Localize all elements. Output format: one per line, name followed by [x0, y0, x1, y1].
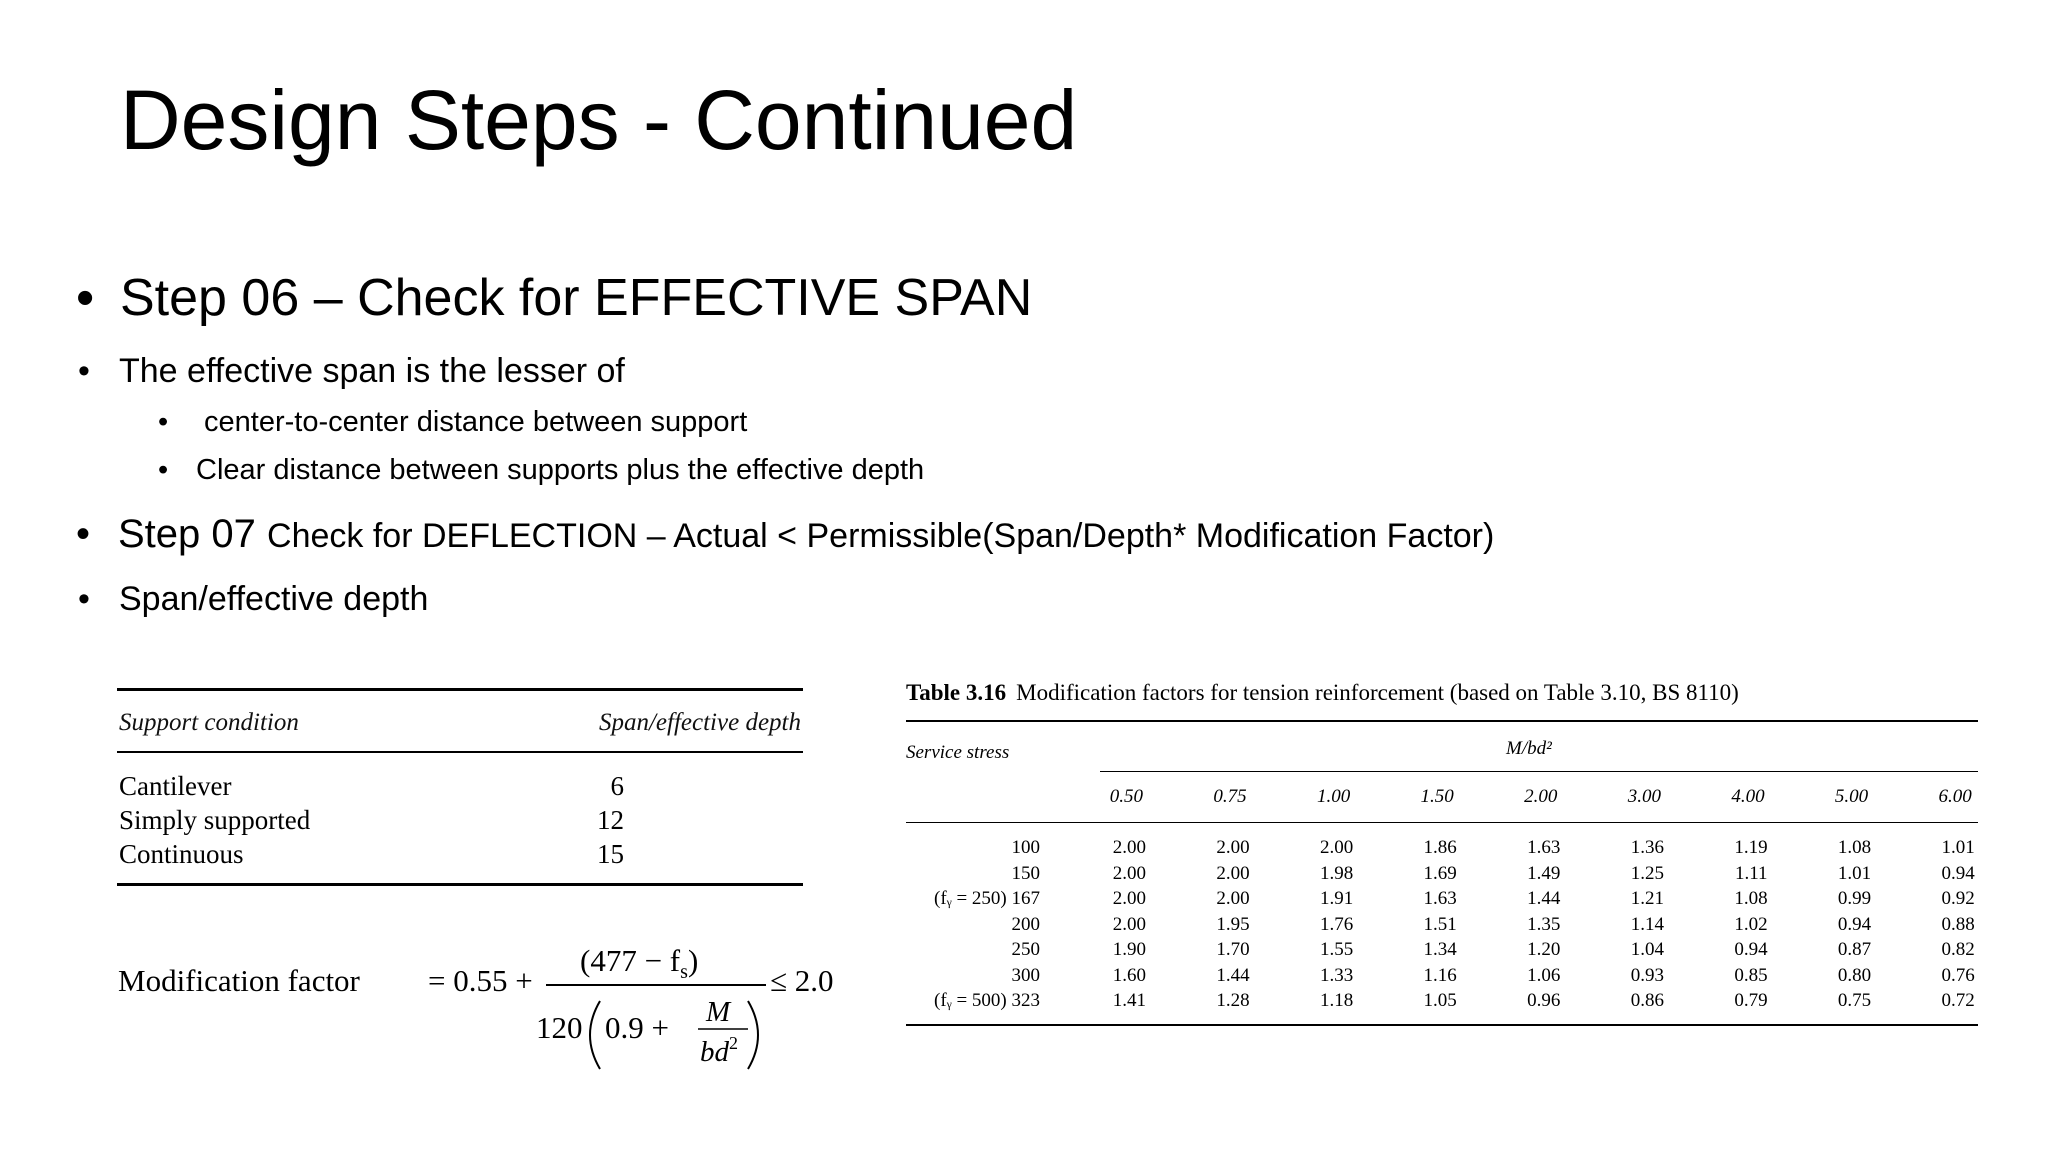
modification-factor-table	[906, 680, 1978, 1026]
column-header: 1.00	[1316, 786, 1351, 807]
modification-factor-cell: 0.99	[1837, 888, 1872, 909]
modification-factor-cell: 1.25	[1630, 862, 1664, 884]
modification-factor-cell: 1.11	[1735, 862, 1768, 884]
table-rule-bottom	[906, 1024, 1978, 1026]
modification-factor-formula	[118, 945, 858, 1085]
modification-factor-cell: 1.60	[1112, 964, 1146, 986]
modification-factor-cell: 1.28	[1216, 990, 1250, 1011]
modification-factor-cell: 2.00	[1319, 837, 1354, 858]
modification-factor-cell: 1.91	[1319, 888, 1354, 909]
formula-frac-den: $bd^2$	[700, 1033, 738, 1068]
table-row	[906, 886, 1978, 912]
bullet-dot: •	[78, 580, 90, 618]
table-body	[117, 753, 803, 883]
modification-factor-cell: 2.00	[1216, 888, 1250, 909]
service-stress-cell	[906, 835, 1044, 861]
table-row	[906, 861, 1978, 887]
modification-factor-cell: 0.75	[1837, 990, 1872, 1011]
modification-factor-cell: 1.63	[1527, 837, 1561, 858]
bullet-lead: Step 07	[118, 512, 256, 556]
formula-den-inner: 0.9 +	[605, 1010, 669, 1045]
header-support-condition: Support condition	[119, 709, 299, 736]
modification-factor-cell: 1.35	[1527, 913, 1561, 935]
modification-factor-cell: 1.02	[1734, 913, 1768, 935]
modification-factor-cell: 0.82	[1941, 939, 1975, 960]
stress-value: 323	[1011, 990, 1040, 1011]
formula-label: Modification factor	[118, 963, 360, 998]
modification-factor-cell: 1.86	[1423, 837, 1457, 858]
modification-factor-cell: 1.16	[1423, 964, 1457, 986]
header-sub-rule	[1100, 771, 1978, 772]
sub-bullet-clear-distance	[158, 454, 924, 487]
formula-limit: ≤ 2.0	[770, 963, 834, 998]
right-paren	[748, 1001, 758, 1069]
column-header: 0.50	[1109, 786, 1143, 807]
support-condition-cell: Cantilever	[119, 771, 232, 801]
caption-label: Table 3.16	[906, 680, 1007, 705]
bullet-step-06	[76, 268, 1032, 328]
modification-factor-cell: 1.49	[1527, 862, 1561, 884]
modification-factor-cell: 1.44	[1527, 888, 1561, 909]
modification-factor-cell: 1.33	[1319, 964, 1354, 986]
table-header-group	[906, 722, 1978, 772]
modification-factor-cell: 0.88	[1941, 913, 1975, 935]
header-span-depth: Span/effective depth	[598, 709, 801, 736]
bullet-text: Span/effective depth	[119, 580, 429, 618]
table-body	[906, 823, 1978, 1024]
stress-value: 250	[1011, 939, 1040, 960]
modification-factor-cell: 2.00	[1112, 862, 1146, 884]
modification-factor-cell: 1.55	[1319, 939, 1354, 960]
column-header: 5.00	[1834, 786, 1869, 807]
modification-factor-cell: 0.85	[1734, 964, 1768, 986]
bullet-dot: •	[158, 454, 169, 486]
modification-factor-cell: 0.92	[1941, 888, 1975, 909]
service-stress-cell	[906, 937, 1044, 963]
modification-factor-cell: 1.20	[1527, 939, 1561, 960]
support-condition-cell: Simply supported	[119, 805, 311, 835]
span-depth-cell: 15	[597, 839, 624, 869]
modification-factor-cell: 2.00	[1112, 888, 1146, 909]
formula-numerator: $(477 - f_s)$	[580, 943, 699, 983]
formula-equals: = 0.55 +	[428, 963, 533, 998]
column-header: 3.00	[1627, 786, 1661, 807]
service-stress-cell	[906, 912, 1044, 938]
modification-factor-cell: 1.14	[1630, 913, 1664, 935]
bullet-dot: •	[158, 406, 169, 438]
bullet-effective-span	[78, 352, 625, 391]
modification-factor-cell: 0.94	[1837, 913, 1872, 935]
modification-factor-cell: 1.06	[1527, 964, 1561, 986]
modification-factor-cell: 2.00	[1112, 913, 1146, 935]
bullet-text: The effective span is the lesser of	[119, 352, 625, 390]
modification-factor-cell: 1.95	[1216, 913, 1250, 935]
stress-value: 200	[1011, 913, 1040, 935]
table-row	[906, 963, 1978, 989]
table-row	[117, 803, 803, 837]
column-header: 2.00	[1524, 786, 1558, 807]
span-depth-cell: 12	[597, 805, 624, 835]
modification-factor-cell: 0.79	[1734, 990, 1768, 1011]
formula-frac-num: M	[706, 996, 731, 1028]
bullet-text: Step 06 – Check for EFFECTIVE SPAN	[120, 269, 1033, 327]
table-header	[117, 691, 803, 751]
modification-factor-cell: 1.44	[1216, 964, 1250, 986]
bullet-text: Check for DEFLECTION – Actual < Permissible(Span/Depth* Modification Factor)	[267, 517, 1495, 555]
modification-factor-cell: 1.21	[1630, 888, 1664, 909]
modification-factor-cell: 1.05	[1423, 990, 1457, 1011]
bullet-dot: •	[76, 512, 91, 556]
table-row	[117, 837, 803, 871]
bullet-dot: •	[78, 352, 90, 390]
modification-factor-cell: 0.76	[1941, 964, 1975, 986]
formula-den-coef: 120	[536, 1010, 583, 1045]
modification-factor-cell: 0.94	[1941, 862, 1975, 884]
modification-factor-cell: 1.08	[1734, 888, 1768, 909]
modification-factor-cell: 1.08	[1837, 837, 1872, 858]
modification-factor-cell: 1.01	[1837, 862, 1872, 884]
modification-factor-cell: 1.98	[1319, 862, 1354, 884]
modification-factor-cell: 1.90	[1112, 939, 1146, 960]
modification-factor-cell: 0.93	[1630, 964, 1664, 986]
modification-factor-cell: 0.72	[1941, 990, 1975, 1011]
modification-factor-cell: 1.18	[1319, 990, 1354, 1011]
table-row	[906, 912, 1978, 938]
modification-factor-cell: 1.51	[1423, 913, 1457, 935]
modification-factor-cell: 0.94	[1734, 939, 1768, 960]
table-column-headers	[906, 772, 1978, 822]
fy-label: (fᵧ = 500)	[934, 990, 1007, 1011]
bullet-dot: •	[76, 269, 95, 327]
bullet-step-07	[76, 512, 1494, 557]
table-row	[906, 988, 1978, 1014]
header-m-bd2: M/bd²	[1506, 738, 1552, 759]
bullet-text: Clear distance between supports plus the effective depth	[196, 454, 925, 486]
column-header: 0.75	[1213, 786, 1247, 807]
modification-factor-cell: 1.70	[1216, 939, 1250, 960]
modification-factor-cell: 0.86	[1630, 990, 1664, 1011]
modification-factor-cell: 1.76	[1319, 913, 1354, 935]
modification-factor-cell: 0.80	[1837, 964, 1872, 986]
column-header: 4.00	[1731, 786, 1765, 807]
column-header: 6.00	[1938, 786, 1972, 807]
stress-value: 150	[1011, 862, 1040, 884]
modification-factor-cell: 1.34	[1423, 939, 1457, 960]
modification-factor-cell: 1.36	[1630, 837, 1664, 858]
table-caption	[906, 680, 1978, 720]
service-stress-cell	[906, 988, 1044, 1014]
slide-title: Design Steps - Continued	[120, 73, 1078, 167]
modification-factor-cell: 0.96	[1527, 990, 1561, 1011]
caption-text: Modification factors for tension reinforcement (based on Table 3.10, BS 8110)	[1016, 680, 1739, 705]
service-stress-cell	[906, 963, 1044, 989]
modification-factor-cell: 1.63	[1423, 888, 1457, 909]
left-paren	[590, 1001, 600, 1069]
service-stress-cell	[906, 886, 1044, 912]
table-rule-bottom	[117, 883, 803, 886]
service-stress-cell	[906, 861, 1044, 887]
table-row	[906, 937, 1978, 963]
stress-value: 100	[1011, 837, 1040, 858]
support-condition-cell: Continuous	[119, 839, 244, 869]
header-service-stress: Service stress	[906, 742, 1010, 763]
modification-factor-cell: 1.04	[1630, 939, 1664, 960]
bullet-text: center-to-center distance between support	[204, 406, 748, 438]
modification-factor-cell: 2.00	[1216, 862, 1250, 884]
stress-value: 300	[1011, 964, 1040, 986]
modification-factor-cell: 1.41	[1112, 990, 1146, 1011]
support-condition-table	[117, 688, 803, 886]
table-row	[906, 835, 1978, 861]
modification-factor-cell: 0.87	[1837, 939, 1872, 960]
modification-factor-cell: 2.00	[1112, 837, 1146, 858]
modification-factor-cell: 1.01	[1941, 837, 1975, 858]
stress-value: 167	[1011, 888, 1040, 909]
table-row	[117, 769, 803, 803]
bullet-span-depth	[78, 580, 428, 619]
sub-bullet-center-distance	[158, 406, 747, 439]
fy-label: (fᵧ = 250)	[934, 888, 1007, 909]
span-depth-cell: 6	[610, 771, 624, 801]
modification-factor-cell: 2.00	[1216, 837, 1250, 858]
column-header: 1.50	[1420, 786, 1454, 807]
modification-factor-cell: 1.19	[1734, 837, 1768, 858]
modification-factor-cell: 1.69	[1423, 862, 1457, 884]
